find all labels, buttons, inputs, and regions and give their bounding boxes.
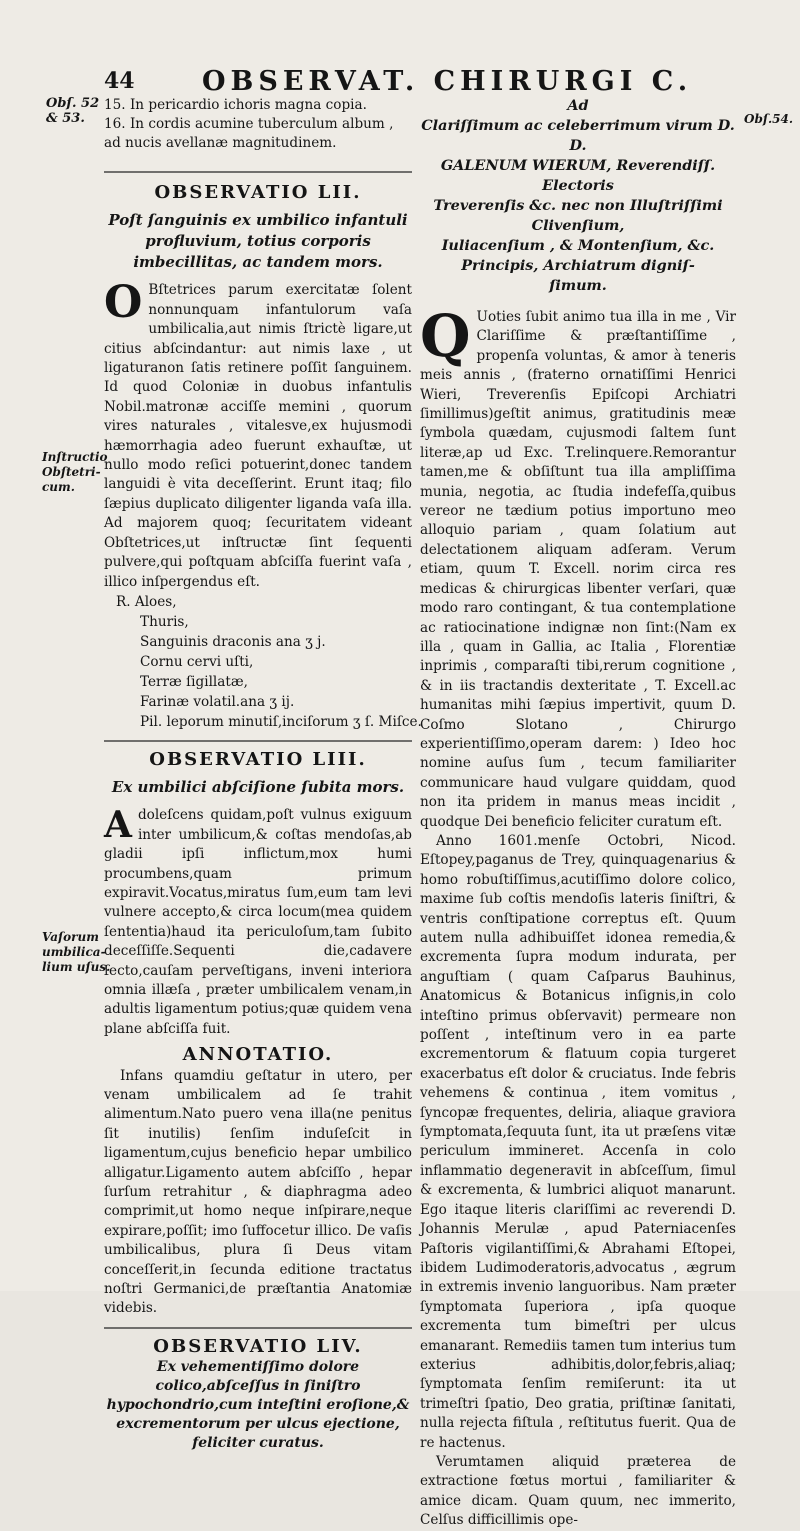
- divider: [104, 740, 412, 742]
- recipe-line: Terræ ſigillatæ,: [140, 673, 248, 690]
- observation-52-text: Bſtetrices parum exercitatæ ſolent nonnunquam infantulorum vaſa umbilicalia,aut nimis ſtrictè ligare,ut citius abſcindantur: aut nimis laxe , ut ligaturanon ſatis retinere poſſit ſanguinem. Id quod Coloniæ in duobus infantulis Nobil.matronæ acciſſe memini , quorum vires naturales , vitalesve,ex hujusmodi hæmorrhagia adeo fuerunt exhauſtæ, ut nullo modo reſici potuerint,donec tandem languidi è vita deceſſerint. Erunt itaq; filo ſæpius duplicato diligenter liganda vaſa illa. Ad majorem quoq; ſecuritatem videant Obſtetrices,ut inſtructæ ſint ſequenti pulvere,qui poſtquam abſciſſa fuerint vaſa , illico inſpergendus eſt.: [104, 282, 412, 590]
- recipe-line: Farinæ volatil.ana ʒ ij.: [140, 693, 295, 710]
- margin-note-line: umbilica-: [42, 945, 106, 959]
- margin-note-line: Inſtructio: [42, 450, 108, 464]
- address-line: Principis, Archiatrum digniſ-: [461, 257, 695, 274]
- address-line: Treverenſis &c. nec non Illuſtriſſimi Clivenſium,: [433, 197, 723, 234]
- divider: [104, 1327, 412, 1329]
- recipe-line: R. Aloes,: [116, 593, 177, 610]
- address-line: ſimum.: [549, 277, 607, 294]
- annotatio-heading: ANNOTATIO.: [182, 1044, 334, 1066]
- address-block: [420, 96, 736, 296]
- letter-paragraph-2: Anno 1601.menſe Octobri, Nicod. Eſtopey,paganus de Trey, quinquagenarius & homo robuſtiſſimus,acutiſſimo dolore colico, maxime ſub coſtis mendoſis lateris ſiniſtri, & ventris conſtipatione correptus eſt. Quum autem nulla adhibuiſſet idonea remedia,& excrementa ſupra modum indurata, per anguſtiam ( quam Caſparus Bauhinus, Anatomicus & Botanicus inſignis,in colo inteſtino primus obſervavit) permeare non poſſent , inteſtinum vero in ea parte excrementorum & flatuum copia turgeret exacerbatus eſt dolor & cruciatus. Inde febris vehemens & continua , item vomitus , ſyncopæ frequentes, deliria, aliaque graviora ſymptomata,ſequuta ſunt, ita ut præſens vitæ periculum immineret. Accenſa in colo inflammatio degeneravit in abſceſſum, ſimul & excrementa, & lumbrici aliquot manarunt. Ego itaque literis clariſſimi ac reverendi D. Johannis Merulæ , apud Paterniacenſes Paſtoris vigilantiſſimi,& Abrahami Eſtopei, ibidem Ludimoderatoris,advocatus , ægrum in extremis invenio languoribus. Nam præter ſymptomata ſuperiora , ipſa quoque excrementa tum bimeſtri per ulcus emanarant. Remediis tamen tum interius tum exterius adhibitis,dolor,febris,aliaq; ſymptomata ſenſim remiſerunt: ita ut trimeſtri ſpatio, Deo gratia, priſtinæ ſanitati, nulla rejecta fiſtula , reſtitutus fuerit. Qua de re hactenus.: [420, 832, 736, 1451]
- margin-note-obs: [46, 96, 99, 126]
- page-header: [0, 66, 800, 100]
- address-line: Clariſſimum ac celeberrimum virum D. D.: [421, 117, 735, 154]
- left-column: [104, 96, 422, 1461]
- observation-52-body: [104, 277, 412, 592]
- observation-52-heading: OBSERVATIO LII.: [154, 182, 362, 203]
- recipe-line: Sanguinis draconis ana ʒ j.: [140, 633, 326, 650]
- observation-52-subtitle: Poſt ſanguinis ex umbilico infantuli profluvium, totius corporis imbecillitas, ac tandem mors.: [108, 211, 408, 272]
- address-line: Iuliacenſium , & Montenſium, &c.: [441, 237, 715, 254]
- recipe-line: Pil. leporum minutiſ,inciſorum ʒ ſ. Miſce.: [140, 713, 422, 730]
- letter-text-1: Uoties ſubit animo tua illa in me , Vir Clariſſime & præſtantiſſime , propenſa voluntas, & amor à teneris meis annis , (fraterno ornatiſſimi Henrici Wieri, Treverenſis Epiſcopi Archiatri ſimillimus)geſtit animus, gratitudinis meæ ſymbola quædam, cujusmodi ſaltem ſunt literæ,ap ud Exc. T.relinquere.Remorantur tamen,me & obſiſtunt tua illa ampliſſima munia, negotia, ac ſtudia indefeſſa,quibus vereor ne tædium potius importuno meo alloquio pariam , quam ſolatium aut delectationem aliquam adſeram. Verum etiam, quum T. Excell. norim circa res medicas & chirurgicas libenter verſari, quæ modo raro contingant, & tua contemplatione ac ratiocinatione indignæ non ſint:(Nam ex illa , quam in Gallia, ac Italia , Florentiæ inprimis , comparaſti tibi,rerum cognitione , & in iis tractandis dexteritate , T. Excell.ac humanitas mihi ſæpius impertivit, quum D. Coſmo Slotano , Chirurgo experientiſſimo,operam darem: ) Ideo hoc nomine auſus ſum , tecum familiariter communicare haud vulgare quiddam, quod non ita pridem in manus meas incidit , quodque Dei beneficio feliciter curatum eſt.: [420, 309, 736, 830]
- annotatio-body: Infans quamdiu geſtatur in utero, per venam umbilicalem ad ſe trahit alimentum.Nato puero vena illa(ne penitus ſit inutilis) ſenſim induſeſcit in ligamentum,cujus beneficio hepar umbilico alligatur.Ligamento autem abſciſſo , hepar ſurſum retrahitur , & diaphragma adeo comprimit,ut homo neque inſpirare,neque expirare,poſſit; imo ſuffocetur illico. De vaſis umbilicalibus, plura ſi Deus vitam conceſſerit,in ſecunda editione tractatus noſtri Germanici,de præſtantia Anatomiæ videbis.: [104, 1067, 412, 1317]
- recipe-line: Cornu cervi uſti,: [140, 653, 254, 670]
- margin-note-line: cum.: [42, 480, 75, 494]
- letter-paragraph-3: Verumtamen aliquid præterea de extractione fœtus mortui , familiariter & amice dicam. Quam quum, nec immerito, Celſus difficillimis ope-: [420, 1453, 736, 1529]
- margin-note-line: & 53.: [46, 111, 85, 126]
- margin-note-line: Obſtetri-: [42, 465, 101, 479]
- list-item: 15. In pericardio ichoris magna copia.: [104, 97, 367, 113]
- margin-note-instructio: [42, 450, 108, 495]
- observation-53-body: [104, 806, 412, 1039]
- observation-54-subtitle: Ex vehementiſſimo dolore colico,abſceſſus in ſiniſtro hypochondrio,cum inteſtini eroſione,& excrementorum per ulcus ejectione, feliciter curatus.: [106, 1359, 410, 1452]
- right-column: [420, 96, 736, 1531]
- margin-note-obs54: Obſ.54.: [744, 112, 794, 126]
- address-line: GALENUM WIERUM, Reverendiſſ. Electoris: [440, 157, 716, 194]
- observation-53-heading: OBSERVATIO LIII.: [149, 748, 367, 770]
- page-number: 44: [104, 68, 135, 94]
- margin-note-line: Obſ. 52: [46, 96, 100, 111]
- drop-cap: Q: [420, 302, 471, 370]
- letter-paragraph-1: [420, 302, 736, 832]
- list-item: 16. In cordis acumine tuberculum album ,: [104, 116, 394, 132]
- observation-53-subtitle: Ex umbilici abſciſione ſubita mors.: [111, 778, 405, 797]
- recipe-line: Thuris,: [140, 613, 189, 630]
- recipe: [104, 592, 422, 732]
- address-line: Ad: [567, 97, 589, 114]
- observation-53-text: doleſcens quidam,poſt vulnus exiguum inter umbilicum,& coſtas mendoſas,ab gladii ipſi inflictum,mox humi procumbens,quam primum expiravit.Vocatus,miratus ſum,eum tam levi vulnere accepto,& circa locum(mea quidem ſententia)haud ita periculoſum,tam ſubito deceſſiſſe.Sequenti die,cadavere ſecto,cauſam perveſtigans, inveni interiora omnia illæſa , præter umbilicalem venam,in adultis ligamentum potius;quæ quidem vena plane abſciſſa fuit.: [104, 807, 412, 1037]
- running-head: OBSERVAT. CHIRURGI C.: [202, 66, 693, 97]
- divider: [104, 171, 412, 173]
- drop-cap: A: [104, 804, 132, 847]
- drop-cap: O: [104, 277, 143, 329]
- margin-note-line: lium uſus.: [42, 960, 111, 974]
- observation-54-heading: OBSERVATIO LIV.: [153, 1335, 363, 1357]
- margin-note-vasorum: [42, 930, 110, 975]
- list-item: ad nucis avellanæ magnitudinem.: [104, 135, 337, 151]
- margin-note-line: Vaſorum: [42, 930, 99, 944]
